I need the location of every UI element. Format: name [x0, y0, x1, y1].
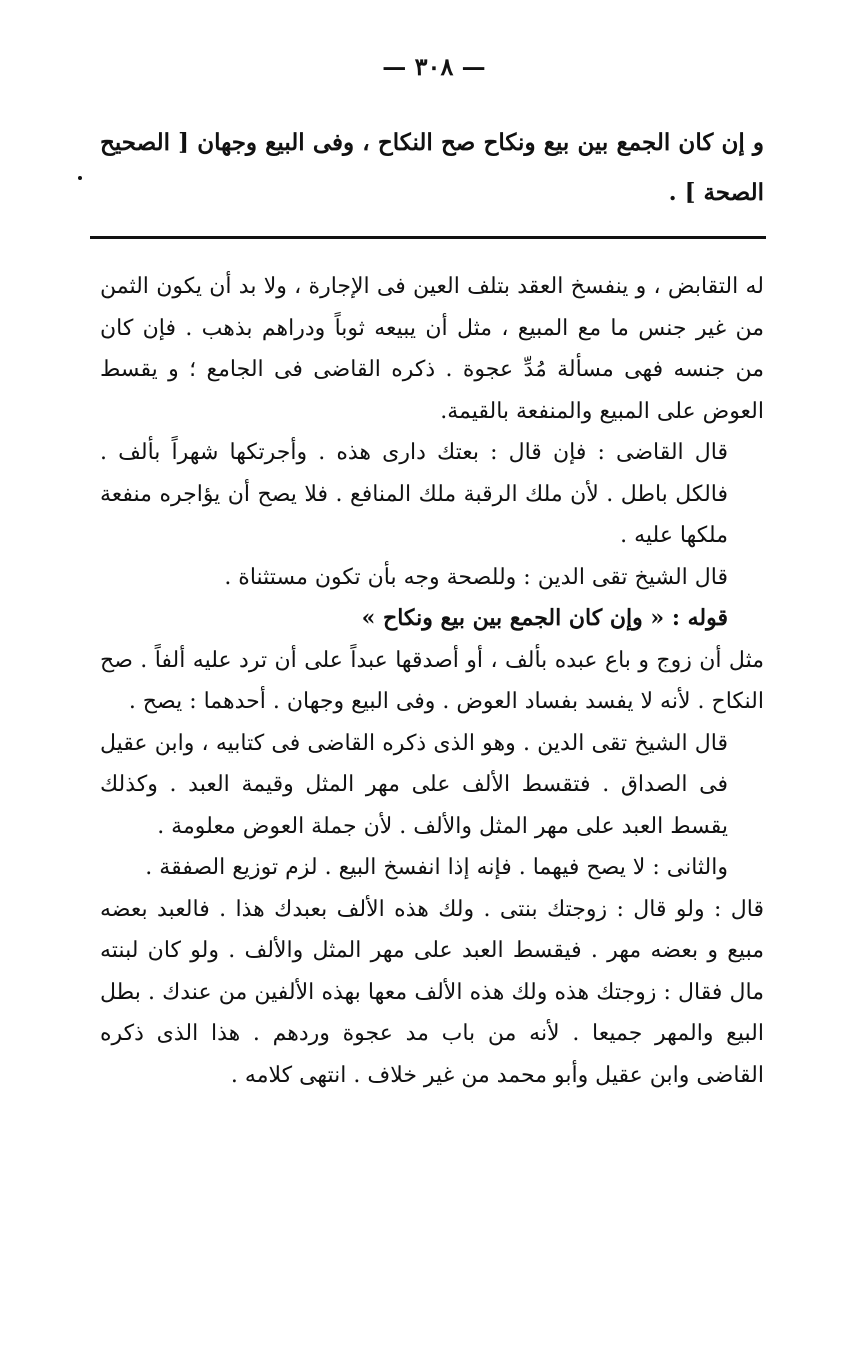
commentary-paragraph: له التقابض ، و ينفسخ العقد بتلف العين فى الإجارة ، ولا بد أن يكون الثمن من غير جنس ما مع المبيع ، مثل أن يبيعه ثوباً ودراهم بذهب . فإن كان من جنسه فهى مسألة مُدِّ عجوة . ذكره القاضى فى الجامع ؛ و يقسط العوض على المبيع والمنفعة بالقيمة.: [100, 274, 765, 424]
commentary-paragraph: قال : ولو قال : زوجتك بنتى . ولك هذه الألف بعبدك هذا . فالعبد بعضه مبيع و بعضه مهر . فيقسط العبد على مهر المثل والألف . ولو كان لبنته مال فقال : زوجتك هذه ولك هذه الألف معها بهذه الألفين من عندك . بطل البيع والمهر جميعا . لأنه من باب مد عجوة وردهم . هذا الذى ذكره القاضى وابن عقيل وأبو محمد من غير خلاف . انتهى كلامه .: [100, 896, 764, 1088]
commentary-text: [100, 266, 764, 1096]
footnote-divider: [90, 236, 766, 239]
commentary-paragraph: مثل أن زوج و باع عبده بألف ، أو أصدقها عبداً على أن ترد عليه ألفاً . صح النكاح . لأنه لا يفسد بفساد العوض . وفى البيع وجهان . أحدهما : يصح .: [100, 647, 764, 714]
commentary-paragraph: قال القاضى : فإن قال : بعتك دارى هذه . وأجرتكها شهراً بألف . فالكل باطل . لأن ملك الرقبة ملك المنافع . فلا يصح أن يؤاجره منفعة ملكها عليه .: [100, 440, 728, 548]
main-text: و إن كان الجمع بين بيع ونكاح صح النكاح ، وفى البيع وجهان [ الصحيح الصحة ] .: [100, 129, 764, 206]
stray-dot: [78, 176, 82, 180]
commentary-heading: قوله : « وإن كان الجمع بين بيع ونكاح »: [361, 605, 728, 631]
commentary-paragraph: قال الشيخ تقى الدين : وللصحة وجه بأن تكون مستثناة .: [224, 564, 728, 590]
commentary-paragraph: والثانى : لا يصح فيهما . فإنه إذا انفسخ البيع . لزم توزيع الصفقة .: [145, 855, 728, 880]
page-number: — ٣٠٨ —: [382, 52, 486, 81]
commentary-paragraph: قال الشيخ تقى الدين . وهو الذى ذكره القاضى فى كتابيه ، وابن عقيل فى الصداق . فتقسط الألف على مهر المثل وقيمة العبد . وكذلك يقسط العبد على مهر المثل والألف . لأن جملة العوض معلومة .: [100, 730, 728, 839]
